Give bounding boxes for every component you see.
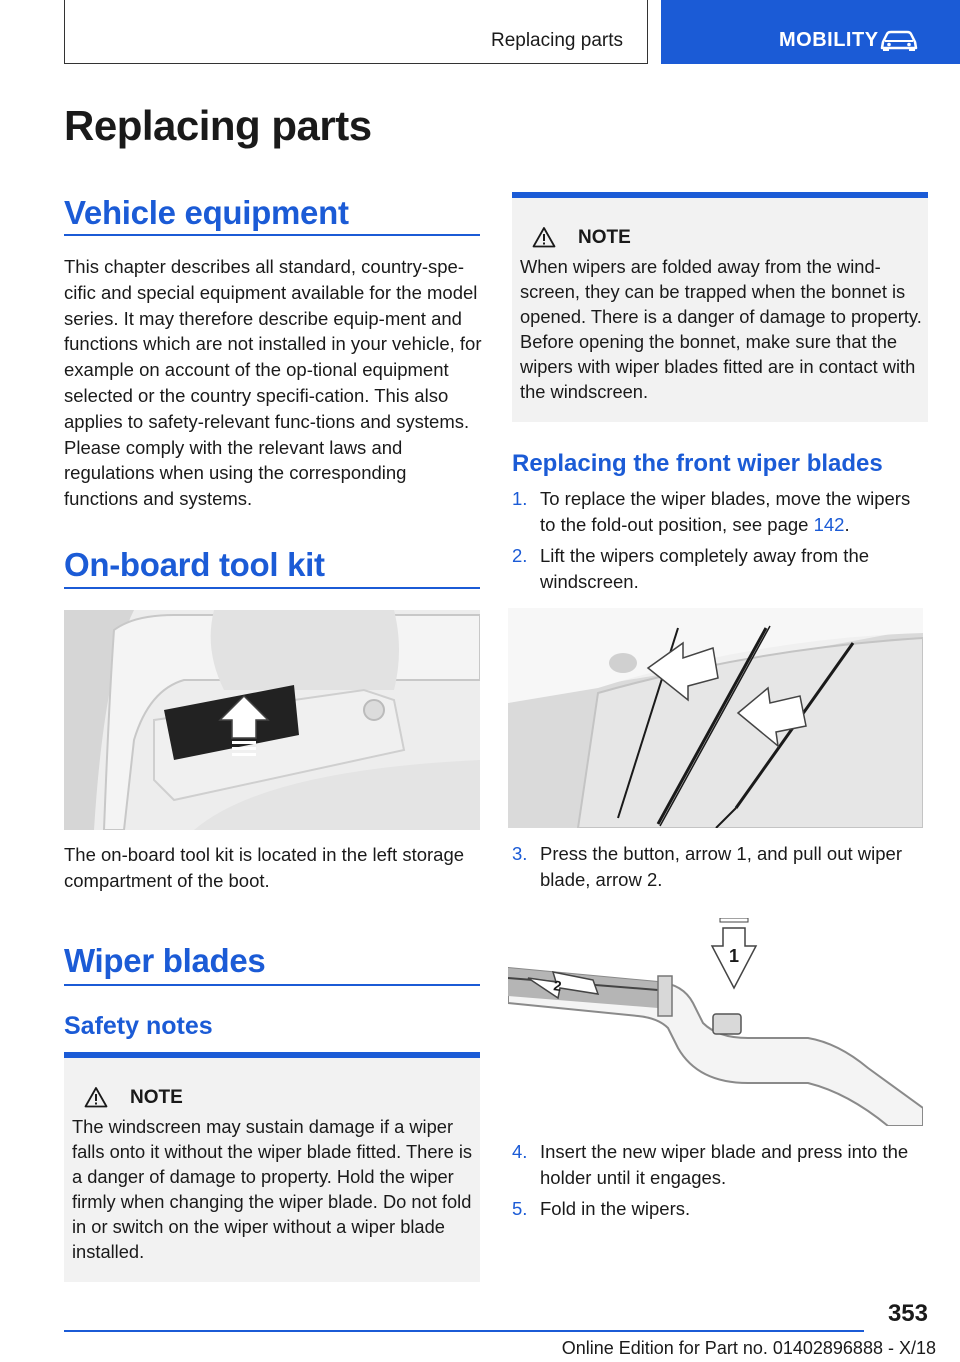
heading-safety-notes: Safety notes xyxy=(64,1012,213,1040)
step-number: 5. xyxy=(512,1198,528,1219)
step-number: 1. xyxy=(512,488,528,509)
heading-rule xyxy=(64,234,480,236)
step-item xyxy=(512,1139,928,1193)
step-text: Fold in the wipers. xyxy=(540,1198,691,1219)
page-number: 353 xyxy=(887,1300,928,1327)
arrow-label-2: 2 xyxy=(552,977,563,995)
footer-rule xyxy=(64,1330,864,1332)
note-title: NOTE xyxy=(130,1087,183,1108)
tool-kit-caption: The on-board tool kit is located in the left storage compartment of the boot. xyxy=(64,844,465,891)
heading-replace-wiper: Replacing the front wiper blades xyxy=(512,450,883,477)
wiper-blade-image xyxy=(508,918,923,1126)
step-item xyxy=(512,841,928,895)
heading-wiper-blades: Wiper blades xyxy=(64,942,266,979)
warning-icon xyxy=(532,226,556,248)
car-icon xyxy=(879,28,919,52)
step-number: 2. xyxy=(512,545,528,566)
vehicle-equipment-text: This chapter describes all standard, country-spe-cific and special equipment available for the model series. It may therefore describe equip-ment and functions which are not installed in your vehicle, for example on account of the op-tional equipment selected or the country specifi-cation. This also applies to safety-relevant func-tions and systems. Please comply with the relevant laws and regulations when using the corresponding functions and systems. xyxy=(64,256,482,510)
note-title: NOTE xyxy=(578,227,631,248)
note-header xyxy=(84,1086,183,1110)
step-item xyxy=(512,543,928,597)
step-text: To replace the wiper blades, move the wipers to the fold-out position, see page 142. xyxy=(540,488,911,535)
wiper-raise-image xyxy=(508,608,923,828)
note-box xyxy=(64,1052,480,1282)
heading-vehicle-equipment: Vehicle equipment xyxy=(64,194,349,231)
step-item xyxy=(512,486,928,540)
note-text: When wipers are folded away from the wind-screen, they can be trapped when the bonnet is opened. There is a danger of damage to property. Before opening the bonnet, make sure that the wipers with wiper blades fitted are in contact with the windscreen. xyxy=(520,256,922,402)
heading-rule xyxy=(64,984,480,986)
note-text: The windscreen may sustain damage if a wiper falls onto it without the wiper blade fitted. There is a danger of damage to property. Hold the wiper firmly when changing the wiper blade. Do not fold in or switch on the wiper without a wiper blade installed. xyxy=(72,1116,473,1262)
footer-text: Online Edition for Part no. 01402896888 - X/18 xyxy=(561,1338,936,1358)
header-chapter-label: MOBILITY xyxy=(779,29,879,51)
note-header xyxy=(532,226,631,250)
header-section-label: Replacing parts xyxy=(490,30,623,51)
note-box xyxy=(512,192,928,422)
page-title: Replacing parts xyxy=(64,102,372,149)
step-number: 4. xyxy=(512,1141,528,1162)
page-link[interactable]: 142 xyxy=(813,513,845,535)
step-text: Insert the new wiper blade and press into the holder until it engages. xyxy=(540,1141,909,1188)
arrow-label-1: 1 xyxy=(729,946,740,966)
header-chapter-tab[interactable] xyxy=(661,0,960,64)
heading-tool-kit: On-board tool kit xyxy=(64,546,325,583)
step-item xyxy=(512,1196,928,1224)
warning-icon xyxy=(84,1086,108,1108)
step-text: Lift the wipers completely away from the windscreen. xyxy=(540,545,870,592)
step-number: 3. xyxy=(512,843,528,864)
heading-rule xyxy=(64,587,480,589)
header-section-box xyxy=(64,0,648,64)
step-text: Press the button, arrow 1, and pull out wiper blade, arrow 2. xyxy=(540,843,902,890)
tool-kit-image xyxy=(64,610,480,830)
